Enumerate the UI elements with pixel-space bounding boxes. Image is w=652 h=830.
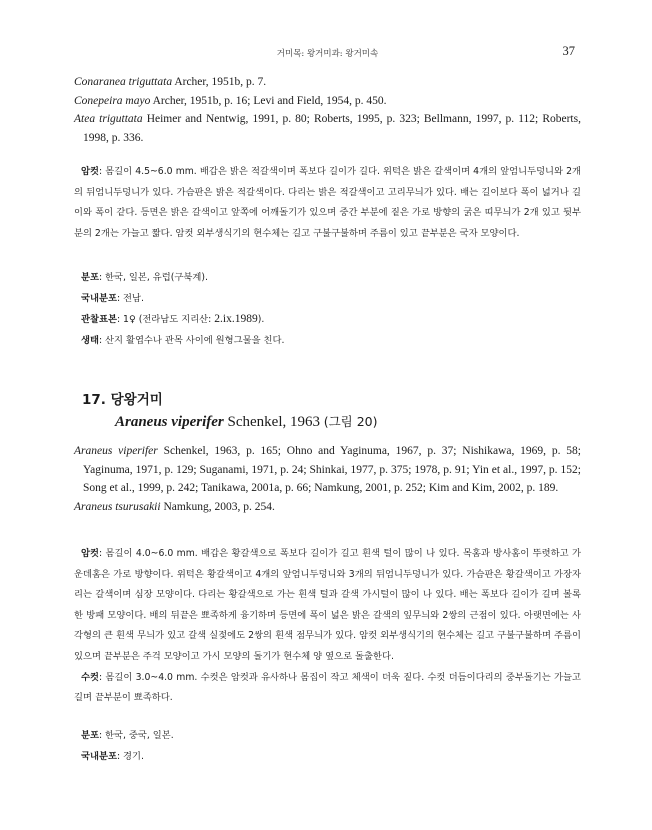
distribution-line: 분포: 한국, 중국, 일본. [81, 730, 174, 741]
distribution-line: 분포: 한국, 일본, 유럽(구북계). [81, 272, 208, 283]
synonym-list-2 [74, 442, 581, 516]
species-info-2 [74, 726, 581, 767]
synonym-list-1 [74, 73, 581, 147]
synonym-entry: Conepeira mayo Archer, 1951b, p. 16; Levi and Field, 1954, p. 450. [74, 94, 387, 107]
synonym-entry: Araneus tsurusakii Namkung, 2003, p. 254. [74, 500, 275, 513]
species-info-1 [74, 268, 581, 351]
female-label: 암컷 [81, 548, 99, 559]
running-title: 거미목: 왕거미과: 왕거미속 [276, 49, 379, 59]
female-description-1: 암컷: 몸길이 4.5~6.0 mm. 배갑은 밝은 적갈색이며 폭보다 길이가 길다. 위턱은 밝은 갈색이며 4개의 앞엄니두덩니와 2개의 뒤엄니두덩니가 있다. 가슴판은 밝은 적갈색이다. 다리는 밝은 적갈색이고 고리무늬가 있다. 배는 길이보다 폭이 넓거나 길이와 폭이 같다. 등면은 밝은 갈색이고 앞쪽에 어깨돌기가 있으며 중간 부분에 짙은 가로 방향의 굵은 띠무늬가 2개 있고 뒷부분의 2개는 가늘고 짧다. 암컷 외부생식기의 현수체는 길고 구불구불하며 주름이 있고 끝부분은 국자 모양이다. [74, 166, 581, 239]
species-heading [82, 388, 581, 431]
synonym-entry: Araneus viperifer Schenkel, 1963, p. 165; Ohno and Yaginuma, 1967, p. 37; Nishikawa, 1969, p. 58; Yaginuma, 1971, p. 129; Suganami, 1971, p. 24; Shinkai, 1977, p. 375; 1978, p. 91; Yin et al., 1997, p. 152; Song et al., 1999, p. 242; Tanikawa, 2001a, p. 66; Namkung, 2001, p. 252; Kim and Kim, 2002, p. 189. [74, 445, 581, 495]
species-number-title: 17. 당왕거미 [82, 392, 163, 408]
page-header [74, 44, 581, 60]
page-number: 37 [562, 44, 575, 58]
synonym-entry: Atea triguttata Heimer and Nentwig, 1991, p. 80; Roberts, 1995, p. 323; Bellmann, 1997, p. 112; Roberts, 1998, p. 336. [74, 113, 581, 144]
figure-reference: (그림 20) [323, 414, 378, 429]
female-label: 암컷 [81, 166, 99, 177]
species-scientific-title: Araneus viperifer Schenkel, 1963 (그림 20) [115, 414, 378, 430]
specimen-line: 관찰표본: 1♀ (전라남도 지리산: 2.ix.1989). [81, 313, 265, 326]
korea-distribution-line: 국내분포: 전남. [81, 292, 144, 304]
species-description-2 [74, 544, 581, 709]
female-description-2: 암컷: 몸길이 4.0~6.0 mm. 배갑은 황갈색으로 폭보다 길이가 길고 흰색 털이 많이 나 있다. 목홈과 방사홈이 뚜렷하고 가운데홈은 가로 방향이다. 위턱은 황갈색이고 4개의 앞엄니두덩니와 3개의 뒤엄니두덩니가 있다. 가슴판은 황갈색이고 가장자리는 갈색이며 심장 모양이다. 다리는 황갈색으로 가는 흰색 털과 갈색 가시털이 많이 나 있다. 배는 폭보다 길이가 길며 볼록한 방패 모양이다. 배의 뒤끝은 뾰족하게 융기하며 등면에 폭이 넓은 밝은 갈색의 잎무늬와 2쌍의 근점이 있다. 아랫면에는 사각형의 큰 흰색 무늬가 있고 갈색 실젖에도 2쌍의 흰색 점무늬가 있다. 암컷 외부생식기의 현수체는 길고 구불구불하며 주름이 있으며 끝부분은 주걱 모양이고 가시 모양의 돌기가 현수체 양 옆으로 돌출한다. [74, 548, 581, 662]
male-description-2: 수컷: 몸길이 3.0~4.0 mm. 수컷은 암컷과 유사하나 몸집이 작고 체색이 더욱 짙다. 수컷 더듬이다리의 중부돌기는 가늘고 길며 끝부분이 뾰족하다. [74, 671, 581, 704]
synonym-entry: Conaranea triguttata Archer, 1951b, p. 7. [74, 76, 267, 88]
korea-distribution-line: 국내분포: 경기. [81, 750, 144, 762]
ecology-line: 생태: 산지 활엽수나 관목 사이에 원형그물을 친다. [81, 334, 285, 346]
male-label: 수컷 [81, 671, 99, 683]
